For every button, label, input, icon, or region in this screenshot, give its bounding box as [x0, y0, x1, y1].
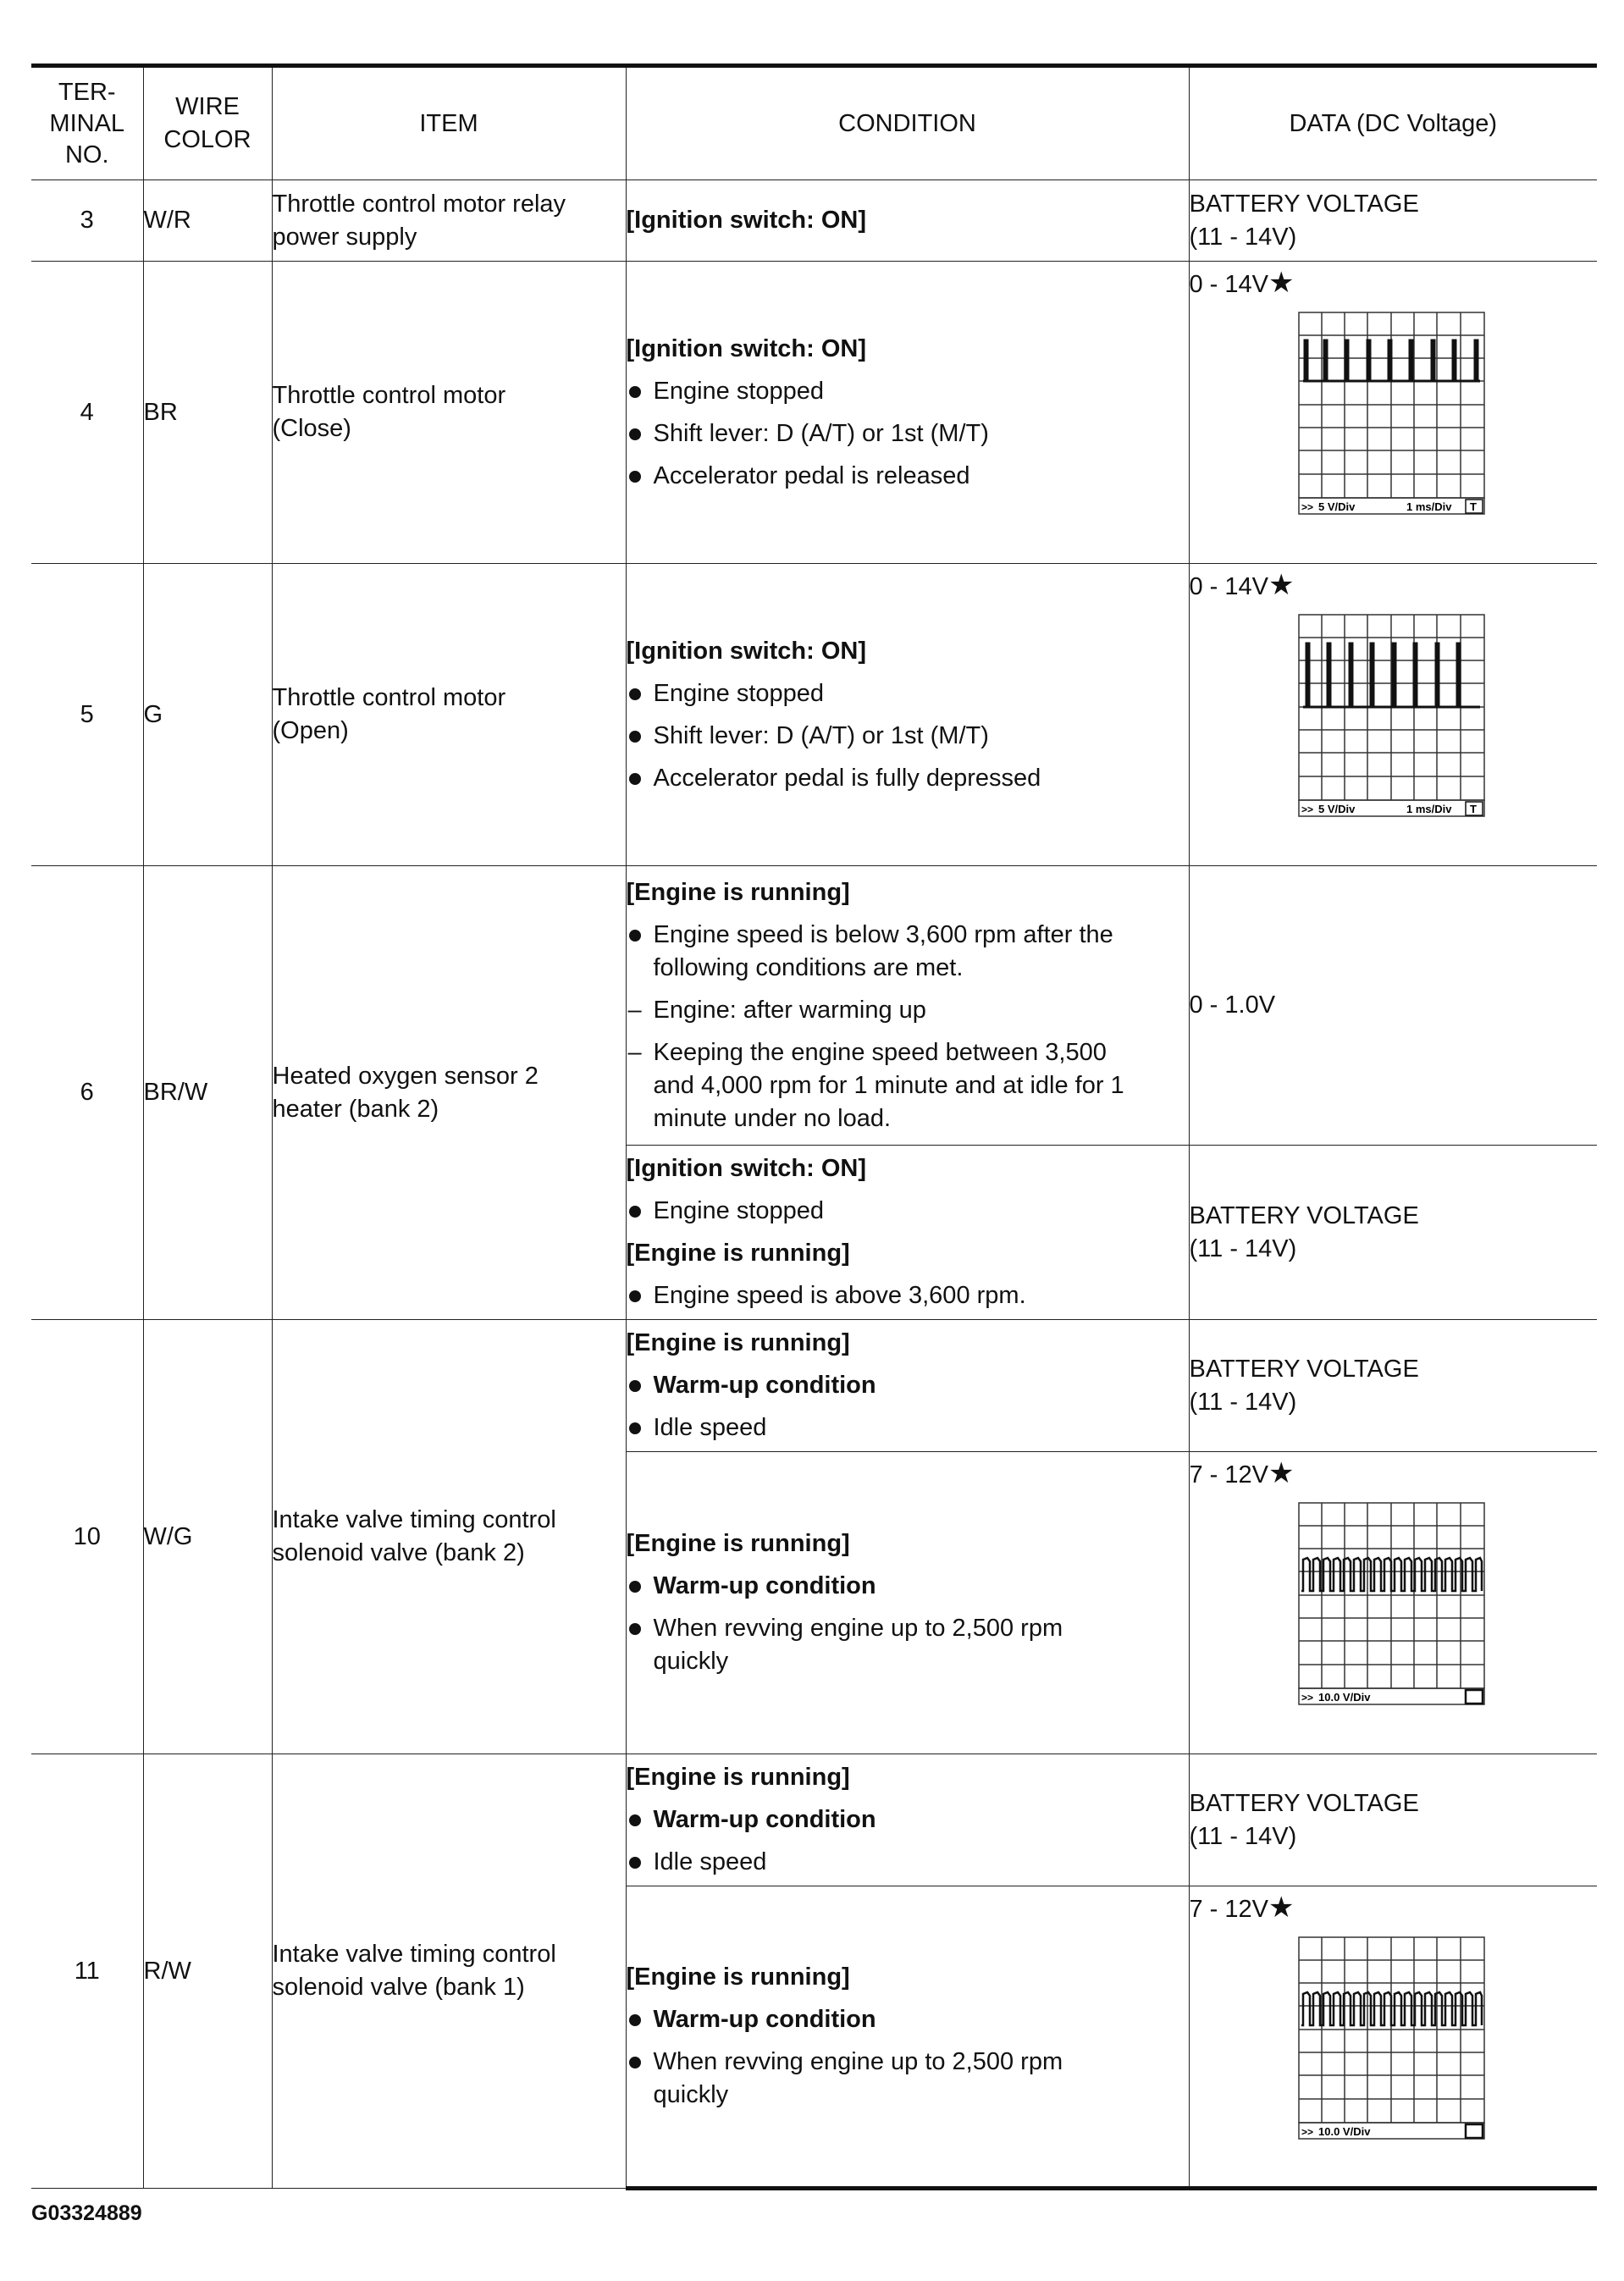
terminal-number: 5 — [31, 564, 143, 866]
condition-line: following conditions are met. — [653, 953, 964, 981]
data-line: (11 - 14V) — [1189, 1234, 1297, 1262]
condition-subitem — [627, 1036, 1189, 1135]
data-voltage: 0 - 14V — [1189, 271, 1268, 298]
header-terminal-no — [31, 66, 143, 180]
item-line: Intake valve timing control — [272, 1506, 556, 1533]
data-cell — [1189, 1754, 1597, 1886]
condition-heading: [Ignition switch: ON] — [626, 1155, 867, 1182]
condition-subitem: – Engine: after warming up — [627, 994, 1189, 1027]
header-wire-color — [143, 66, 272, 180]
header-condition: CONDITION — [626, 66, 1189, 180]
oscilloscope-waveform-bank1 — [1298, 1936, 1485, 2140]
star-icon: ★ — [1268, 1892, 1295, 1924]
header-data: DATA (DC Voltage) — [1189, 66, 1597, 180]
condition-line: When revving engine up to 2,500 rpm — [653, 2048, 1063, 2075]
condition-cell — [626, 262, 1189, 564]
condition-bullet: Accelerator pedal is released — [627, 460, 1189, 493]
oscilloscope-waveform-close — [1298, 312, 1485, 515]
condition-heading: [Engine is running] — [626, 1530, 850, 1557]
condition-bullet: Idle speed — [627, 1846, 1189, 1879]
condition-cell — [626, 1886, 1189, 2189]
condition-heading: [Engine is running] — [626, 1963, 850, 1991]
data-cell — [1189, 1320, 1597, 1452]
scope-volts-label: 5 V/Div — [1317, 803, 1355, 815]
header-item: ITEM — [272, 66, 626, 180]
item-line: (Close) — [272, 415, 351, 442]
header-wire-line: COLOR — [163, 126, 251, 153]
terminal-number: 11 — [31, 1754, 143, 2189]
condition-bullet — [627, 919, 1189, 985]
data-cell — [1189, 1452, 1597, 1754]
item-line: power supply — [272, 223, 417, 251]
table-row-terminal-10 — [31, 1320, 1597, 1452]
condition-bullet: Engine speed is above 3,600 rpm. — [627, 1279, 1189, 1312]
scope-time-label: 1 ms/Div — [1406, 803, 1451, 815]
data-line: BATTERY VOLTAGE — [1189, 1355, 1419, 1383]
scope-volts-label: 10.0 V/Div — [1317, 1691, 1370, 1704]
wire-color: W/R — [143, 180, 272, 262]
scope-arrow-label: >> — [1301, 1692, 1313, 1704]
condition-bullet: Shift lever: D (A/T) or 1st (M/T) — [627, 417, 1189, 450]
scope-volts-label: 10.0 V/Div — [1317, 2125, 1370, 2138]
condition-cell — [626, 1452, 1189, 1754]
condition-cell — [626, 1146, 1189, 1320]
data-line: (11 - 14V) — [1189, 1822, 1297, 1850]
item-description — [272, 1320, 626, 1754]
condition-cell — [626, 1754, 1189, 1886]
condition-heading: [Ignition switch: ON] — [626, 637, 867, 665]
oscilloscope-waveform-open — [1298, 614, 1485, 817]
item-description — [272, 564, 626, 866]
condition-line: and 4,000 rpm for 1 minute and at idle for 1 — [653, 1071, 1124, 1099]
scope-trace — [1301, 1558, 1482, 1591]
item-line: Throttle control motor relay — [272, 190, 566, 218]
terminal-number: 4 — [31, 262, 143, 564]
table-row-terminal-6 — [31, 866, 1597, 1146]
wire-color: R/W — [143, 1754, 272, 2189]
item-line: Heated oxygen sensor 2 — [272, 1062, 539, 1090]
condition-heading: [Ignition switch: ON] — [626, 334, 867, 362]
star-icon: ★ — [1268, 569, 1295, 601]
terminal-number: 6 — [31, 866, 143, 1320]
item-description — [272, 180, 626, 262]
condition-heading: [Engine is running] — [626, 1240, 850, 1267]
data-value — [1190, 569, 1598, 604]
item-line: (Open) — [272, 717, 349, 744]
data-voltage: 7 - 12V — [1189, 1461, 1268, 1488]
star-icon: ★ — [1268, 267, 1295, 299]
oscilloscope-waveform-bank2 — [1298, 1502, 1485, 1705]
scope-arrow-label: >> — [1301, 2126, 1313, 2138]
item-description — [272, 1754, 626, 2189]
condition-bullet: Accelerator pedal is fully depressed — [627, 762, 1189, 795]
item-line: solenoid valve (bank 1) — [272, 1974, 525, 2001]
condition-heading: [Engine is running] — [626, 1764, 850, 1791]
condition-heading: [Engine is running] — [626, 878, 850, 906]
data-cell — [1189, 1146, 1597, 1320]
data-line: BATTERY VOLTAGE — [1189, 1789, 1419, 1817]
data-line: BATTERY VOLTAGE — [1189, 190, 1419, 218]
wire-color: G — [143, 564, 272, 866]
data-cell — [1189, 180, 1597, 262]
data-voltage: 7 - 12V — [1189, 1896, 1268, 1923]
condition-bullet: Engine stopped — [627, 375, 1189, 408]
header-row — [31, 66, 1597, 180]
data-cell — [1189, 262, 1597, 564]
header-terminal-line: MINAL — [49, 109, 125, 137]
data-cell — [1189, 564, 1597, 866]
header-wire-line: WIRE — [175, 93, 240, 120]
wire-color: BR — [143, 262, 272, 564]
header-terminal-line: NO. — [64, 141, 109, 168]
data-line: BATTERY VOLTAGE — [1189, 1201, 1419, 1229]
condition-cell — [626, 866, 1189, 1146]
scope-trigger-marker: T — [1469, 803, 1477, 815]
condition-bullet: Engine stopped — [627, 677, 1189, 710]
scope-time-label: 1 ms/Div — [1406, 500, 1451, 513]
scope-volts-label: 5 V/Div — [1317, 500, 1355, 513]
figure-code: G03324889 — [31, 2201, 142, 2225]
condition-line: minute under no load. — [653, 1104, 892, 1132]
item-line: Throttle control motor — [272, 684, 506, 711]
data-line: (11 - 14V) — [1189, 1388, 1297, 1416]
condition-line: – Keeping the engine speed between 3,500 — [653, 1038, 1107, 1066]
data-value — [1190, 1892, 1598, 1926]
table-row-terminal-11 — [31, 1754, 1597, 1886]
condition-heading: [Ignition switch: ON] — [626, 207, 867, 234]
scope-arrow-label: >> — [1301, 501, 1313, 513]
wire-color: W/G — [143, 1320, 272, 1754]
item-line: solenoid valve (bank 2) — [272, 1539, 525, 1566]
star-icon: ★ — [1268, 1457, 1295, 1489]
condition-bullet: Warm-up condition — [627, 1803, 1189, 1836]
condition-cell — [626, 564, 1189, 866]
item-description — [272, 866, 626, 1320]
condition-bullet: Warm-up condition — [627, 1369, 1189, 1402]
item-line: Intake valve timing control — [272, 1941, 556, 1968]
condition-bullet: Warm-up condition — [627, 1570, 1189, 1603]
data-value — [1190, 267, 1598, 301]
item-line: heater (bank 2) — [272, 1095, 439, 1123]
condition-cell — [626, 180, 1189, 262]
condition-bullet — [627, 1612, 1189, 1678]
condition-bullet: Idle speed — [627, 1411, 1189, 1444]
table-row-terminal-3 — [31, 180, 1597, 262]
item-line: Throttle control motor — [272, 382, 506, 409]
condition-cell — [626, 1320, 1189, 1452]
condition-line: quickly — [653, 1648, 729, 1675]
condition-line: When revving engine up to 2,500 rpm — [653, 1615, 1063, 1642]
condition-bullet: Shift lever: D (A/T) or 1st (M/T) — [627, 720, 1189, 753]
condition-line: Engine speed is below 3,600 rpm after the — [653, 920, 1113, 948]
scope-trace — [1301, 1992, 1482, 2025]
scope-trigger-marker: T — [1469, 500, 1477, 513]
condition-line: quickly — [653, 2081, 729, 2108]
data-line: (11 - 14V) — [1189, 223, 1297, 251]
terminal-number: 3 — [31, 180, 143, 262]
scope-trace — [1303, 643, 1480, 707]
condition-bullet — [627, 2046, 1189, 2112]
item-description — [272, 262, 626, 564]
wire-color: BR/W — [143, 866, 272, 1320]
condition-heading: [Engine is running] — [626, 1329, 850, 1356]
data-cell — [1189, 1886, 1597, 2189]
scope-trace — [1303, 340, 1480, 381]
terminal-number: 10 — [31, 1320, 143, 1754]
data-value — [1190, 1457, 1598, 1492]
table-row-terminal-5 — [31, 564, 1597, 866]
data-cell: 0 - 1.0V — [1189, 866, 1597, 1146]
header-terminal-line: TER- — [58, 78, 116, 106]
table-row-terminal-4 — [31, 262, 1597, 564]
condition-bullet: Warm-up condition — [627, 2003, 1189, 2036]
data-voltage: 0 - 14V — [1189, 573, 1268, 600]
terminal-data-table — [31, 64, 1597, 2190]
scope-arrow-label: >> — [1301, 804, 1313, 815]
condition-bullet: Engine stopped — [627, 1195, 1189, 1228]
